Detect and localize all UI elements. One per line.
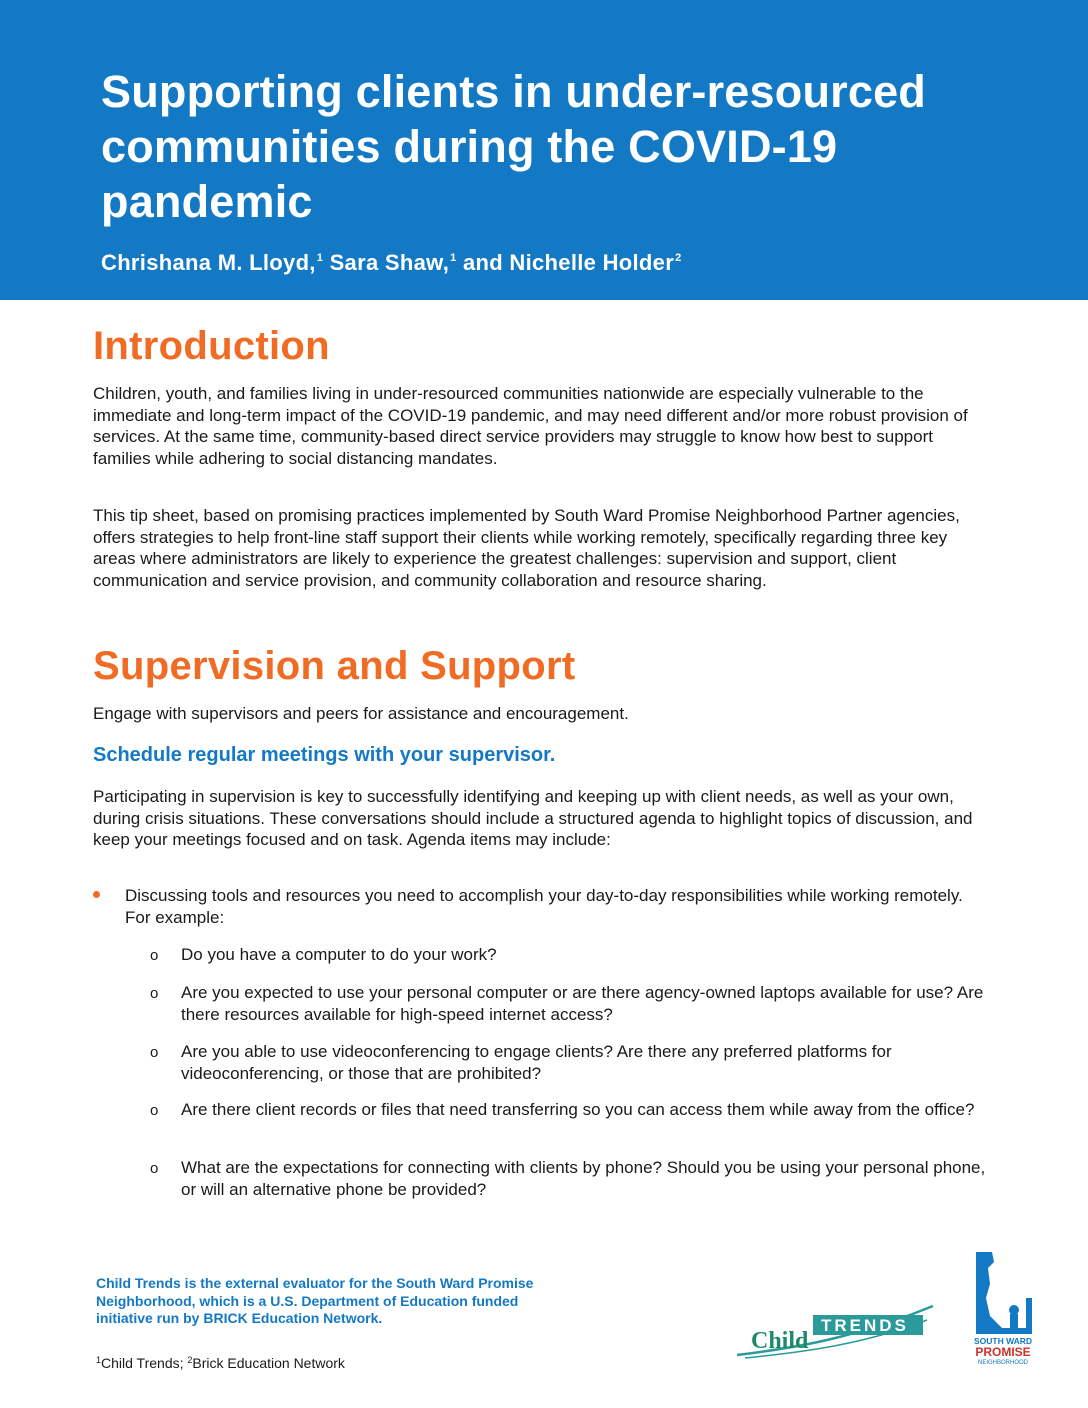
logo-figure-icon [1009,1305,1019,1315]
sub-bullet-icon: o [150,947,159,964]
footnote-text-1: Child Trends; [101,1355,188,1371]
logo-child-text: Child [751,1328,809,1354]
footnote-mark-2: 2 [187,1355,193,1365]
sub-bullet-icon: o [150,1102,159,1119]
author-1: Chrishana M. Lloyd, [101,250,316,275]
author-2-affiliation: 1 [450,252,457,264]
bullet-text: Discussing tools and resources you need to accomplish your day-to-day responsibilities while working remotely. For example: [125,886,963,927]
logo-silhouette-icon [976,1252,1032,1334]
logo-promise-text: PROMISE [975,1345,1031,1359]
authors-line [101,250,682,276]
footnote-mark-1: 1 [96,1355,102,1365]
supervision-paragraph: Participating in supervision is key to successfully identifying and keeping up with client needs, as well as your own, during crisis situations. These conversations should include a structured agenda to highlight topics of discussion, and keep your meetings focused and on task. Agenda items may include: [93,787,973,850]
bullet-dot-icon [93,891,100,898]
page-title: Supporting clients in under-resourced communities during the COVID-19 pandemic [101,66,926,227]
child-trends-logo [735,1300,935,1362]
sub-bullet-icon: o [150,985,159,1002]
introduction-paragraph-2: This tip sheet, based on promising practices implemented by South Ward Promise Neighborhood Partner agencies, offers strategies to help front-line staff support their clients while working remotely, specifically regarding three key areas where administrators are likely to experience the greatest challenges: supervision and support, client communication and service provision, and community collaboration and resource sharing. [93,506,960,590]
introduction-heading: Introduction [93,324,330,368]
author-3-affiliation: 2 [675,252,682,264]
author-2: Sara Shaw, [323,250,450,275]
introduction-paragraph-1: Children, youth, and families living in under-resourced communities nationwide are especially vulnerable to the immediate and long-term impact of the COVID-19 pandemic, and may need different and/or more robust provision of services. At the same time, community-based direct service providers may struggle to know how best to support families while adhering to social distancing mandates. [93,384,968,468]
footnote-text-2: Brick Education Network [192,1355,345,1371]
sub-item-text: Are there client records or files that need transferring so you can access them while away from the office? [181,1100,975,1119]
evaluator-note: Child Trends is the external evaluator for the South Ward Promise Neighborhood, which is a U.S. Department of Education funded initiative run by BRICK Education Network. [96,1275,534,1326]
supervision-heading: Supervision and Support [93,644,576,688]
logo-figure-body [1010,1314,1018,1328]
supervision-subheading: Schedule regular meetings with your supervisor. [93,744,556,766]
south-ward-promise-logo [966,1248,1040,1366]
sub-item-text: Do you have a computer to do your work? [181,945,497,964]
sub-item-text: What are the expectations for connecting with clients by phone? Should you be using your personal phone, or will an alternative phone be provided? [181,1158,986,1199]
affiliation-footnote [96,1355,345,1371]
sub-item-text: Are you able to use videoconferencing to engage clients? Are there any preferred platforms for videoconferencing, or those that are prohibited? [181,1042,892,1083]
logo-trends-text: TRENDS [821,1316,909,1335]
supervision-intro: Engage with supervisors and peers for assistance and encouragement. [93,704,629,723]
logo-neighborhood-text: NEIGHBORHOOD [977,1360,1029,1366]
author-3: and Nichelle Holder [456,250,675,275]
sub-item-text: Are you expected to use your personal computer or are there agency-owned laptops available for use? Are there resources available for high-speed internet access? [181,983,984,1024]
author-1-affiliation: 1 [316,252,324,264]
header-banner [0,0,1088,300]
sub-bullet-icon: o [150,1160,159,1177]
sub-bullet-icon: o [150,1044,159,1061]
logo-south-ward-text: SOUTH WARD [973,1336,1033,1346]
